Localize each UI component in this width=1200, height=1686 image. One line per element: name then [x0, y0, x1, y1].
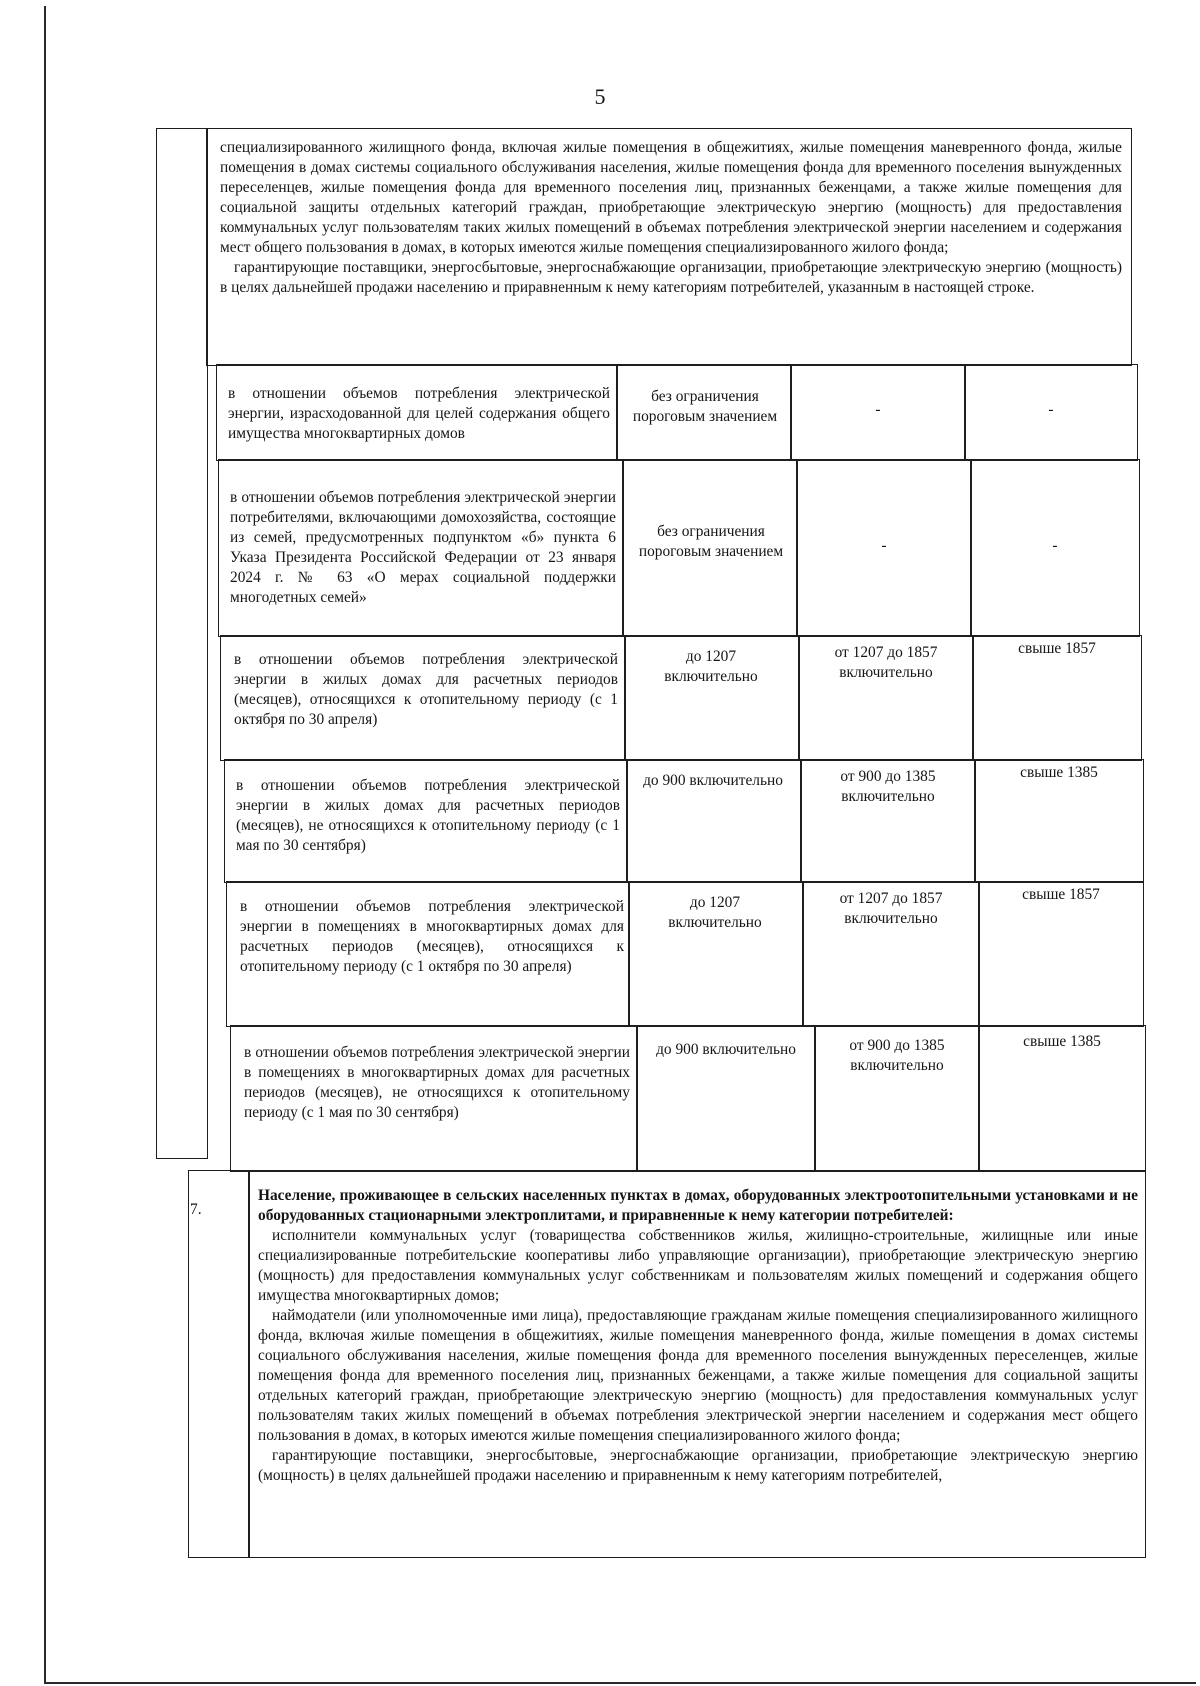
row-label: в отношении объемов потребления электрической энергии, израсходованной для целей содержания общего имущества многоквартирных домов: [228, 385, 610, 442]
section6-paragraph: гарантирующие поставщики, энергосбытовые, энергоснабжающие организации, приобретающие электрическую энергию (мощность) в целях дальнейшей продажи населению и приравненным к нему категориям потребителей, указанным в настоящей строке.: [220, 259, 1122, 296]
threshold-value: -: [875, 401, 881, 418]
section7-heading: Население, проживающее в сельских населенных пунктах в домах, оборудованных электроотопительными установками и не оборудованных стационарными электроплитами, и приравненные к нему категории потребителей:: [258, 1187, 1138, 1224]
threshold-value: без ограничения пороговым значением: [632, 388, 778, 425]
page-number: 5: [594, 84, 606, 109]
threshold-value: -: [1052, 537, 1058, 554]
threshold-value: свыше 1857: [1018, 640, 1096, 657]
row-number-cell: [188, 1170, 250, 1558]
threshold-value: без ограничения пороговым значением: [638, 523, 784, 560]
threshold-value: -: [1048, 401, 1054, 418]
threshold-value: до 900 включительно: [643, 772, 783, 789]
threshold-value: свыше 1857: [1022, 886, 1100, 903]
threshold-value: до 1207 включительно: [668, 894, 762, 931]
threshold-value: до 900 включительно: [656, 1041, 796, 1058]
row-label: в отношении объемов потребления электрической энергии в помещениях в многоквартирных домах для расчетных периодов (месяцев), относящихся к отопительному периоду (с 1 октября по 30 апреля): [240, 898, 624, 975]
section6-paragraph: специализированного жилищного фонда, включая жилые помещения в общежитиях, жилые помещения маневренного фонда, жилые помещения в домах системы социального обслуживания населения, жилые помещения фонда для временного поселения вынужденных переселенцев, жилые помещения фонда для временного поселения лиц, признанных беженцами, а также жилые помещения для социальной защиты отдельных категорий граждан, приобретающие электрическую энергию (мощность) для предоставления коммунальных услуг пользователям таких жилых помещений в объемах потребления электрической энергии населением и содержания мест общего пользования в домах, в которых имеются жилые помещения специализированного жилого фонда;: [220, 139, 1122, 256]
row-number: 7.: [190, 1201, 202, 1218]
threshold-value: до 1207 включительно: [664, 648, 758, 685]
threshold-value: от 900 до 1385 включительно: [849, 1037, 945, 1074]
threshold-value: свыше 1385: [1020, 764, 1098, 781]
section7-paragraph: исполнители коммунальных услуг (товарищества собственников жилья, жилищно-строительные, жилищные или иные специализированные потребительские кооперативы либо управляющие организации), приобретающие электрическую энергию (мощность) для предоставления коммунальных услуг собственникам и пользователям жилых помещений и содержания общего имущества многоквартирных домов;: [258, 1227, 1138, 1304]
row-label: в отношении объемов потребления электрической энергии в жилых домах для расчетных периодов (месяцев), не относящихся к отопительному периоду (с 1 мая по 30 сентября): [236, 777, 620, 854]
row-label: в отношении объемов потребления электрической энергии в помещениях в многоквартирных домах для расчетных периодов (месяцев), не относящихся к отопительному периоду (с 1 мая по 30 сентября): [244, 1044, 630, 1121]
row-number-cell: [156, 128, 208, 1159]
section7-paragraph: наймодатели (или уполномоченные ими лица), предоставляющие гражданам жилые помещения специализированного жилищного фонда, включая жилые помещения в общежитиях, жилые помещения маневренного фонда, жилые помещения в домах системы социального обслуживания населения, жилые помещения фонда для временного поселения вынужденных переселенцев, жилые помещения фонда для временного поселения лиц, признанных беженцами, а также жилые помещения для социальной защиты отдельных категорий граждан, приобретающие электрическую энергию (мощность) для предоставления коммунальных услуг пользователям таких жилых помещений в объемах потребления электрической энергии населением и содержания мест общего пользования в домах, в которых имеются жилые помещения специализированного жилого фонда;: [258, 1307, 1138, 1444]
row-label: в отношении объемов потребления электрической энергии в жилых домах для расчетных периодов (месяцев), относящихся к отопительному периоду (с 1 октября по 30 апреля): [234, 651, 618, 728]
threshold-value: от 900 до 1385 включительно: [840, 768, 936, 805]
section7-text: [258, 1186, 1138, 1486]
threshold-value: свыше 1385: [1023, 1033, 1101, 1050]
section7-paragraph: гарантирующие поставщики, энергосбытовые, энергоснабжающие организации, приобретающие электрическую энергию (мощность) в целях дальнейшей продажи населению и приравненным к нему категориям потребителей,: [258, 1447, 1138, 1484]
row-label: в отношении объемов потребления электрической энергии потребителями, включающими домохозяйства, состоящие из семей, предусмотренных подпунктом «б» пункта 6 Указа Президента Российской Федерации от 23 января 2024 г. № 63 «О мерах социальной поддержки многодетных семей»: [230, 489, 616, 606]
threshold-value: от 1207 до 1857 включительно: [839, 890, 943, 927]
section6-continuation-text: [220, 138, 1122, 298]
threshold-value: от 1207 до 1857 включительно: [834, 644, 938, 681]
threshold-value: -: [881, 537, 887, 554]
